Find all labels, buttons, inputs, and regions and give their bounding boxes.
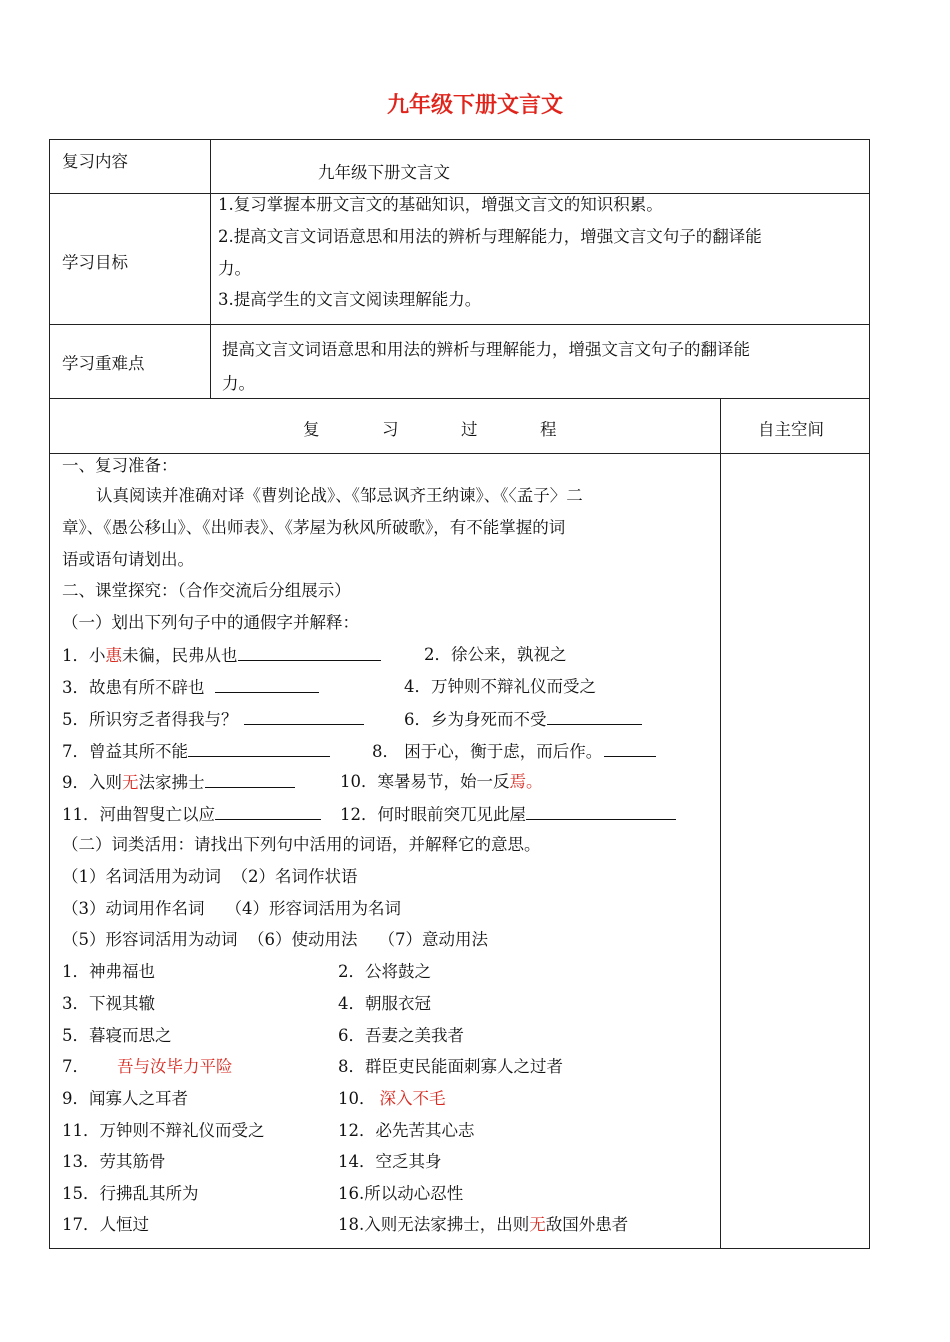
category-line: （3）动词用作名词 （4）形容词活用为名词 [62, 899, 401, 918]
space-header: 自主空间 [758, 420, 824, 439]
usage-item [338, 994, 431, 1014]
item-text: 公将鼓之 [365, 962, 431, 981]
row-divider [49, 193, 870, 194]
usage-item [62, 1215, 149, 1235]
goals-label: 学习目标 [62, 253, 128, 272]
key-line: 力。 [222, 374, 255, 393]
explore-heading: 二、课堂探究：（合作交流后分组展示） [62, 581, 351, 600]
highlight-char: 无 [122, 773, 139, 792]
usage-item [62, 962, 155, 982]
usage-item [338, 1089, 446, 1109]
tongjia-item-4: 4．万钟则不辩礼仪而受之 [404, 677, 596, 696]
usage-item [62, 1152, 166, 1172]
item-text: 7．曾益其所不能 [62, 742, 188, 761]
item-text: 群臣吏民能面刺寡人之过者 [365, 1057, 563, 1076]
prep-line: 章》、《愚公移山》、《出师表》、《茅屋为秋风所破歌》，有不能掌握的词 [62, 518, 566, 537]
row-divider [49, 324, 870, 325]
item-number: 15． [62, 1184, 100, 1203]
item-text: 万钟则不辩礼仪而受之 [99, 1121, 265, 1140]
item-text: 5．所识穷乏者得我与？ [62, 710, 238, 729]
item-number: 5． [62, 1026, 89, 1045]
row-divider [49, 453, 870, 454]
part2-heading: （二）词类活用：请找出下列句中活用的词语，并解释它的意思。 [62, 835, 541, 854]
usage-item [62, 994, 155, 1014]
item-text: 9．入则 [62, 773, 122, 792]
process-header: 复 习 过 程 [303, 420, 561, 439]
item-text: 吾妻之美我者 [365, 1026, 464, 1045]
item-text: 劳其筋骨 [99, 1152, 166, 1171]
category-line: （5）形容词活用为动词 （6）使动用法 （7）意动用法 [62, 930, 488, 949]
item-number: 3． [62, 994, 89, 1013]
item-text: 行拂乱其所为 [99, 1184, 199, 1203]
item-text: 10．寒暑易节，始一反 [340, 772, 510, 791]
prep-line: 认真阅读并准确对译《曹刿论战》、《邹忌讽齐王纳谏》、《〈孟子〉二 [96, 486, 583, 505]
item-number: 7． [62, 1057, 89, 1076]
item-text: 8． 困于心，衡于虑，而后作。 [372, 742, 603, 761]
answer-blank[interactable] [215, 677, 319, 693]
category-line: （1）名词活用为动词 （2）名词作状语 [62, 867, 358, 886]
item-text: 敌国外患者 [545, 1215, 629, 1234]
item-text: 下视其辙 [89, 994, 155, 1013]
tongjia-item-12 [340, 804, 676, 825]
item-text: 12．何时眼前突兀见此屋 [340, 805, 526, 824]
usage-item [338, 1184, 463, 1204]
key-line: 提高文言文词语意思和用法的辨析与理解能力，增强文言文句子的翻译能 [222, 340, 750, 359]
key-label: 学习重难点 [62, 354, 145, 373]
usage-item [62, 1057, 233, 1077]
tongjia-item-10 [340, 772, 543, 792]
table-border-left [49, 139, 50, 1249]
highlight-char: 无 [529, 1215, 546, 1234]
part1-heading: （一）划出下列句子中的通假字并解释： [62, 613, 359, 632]
item-number: 2． [338, 962, 365, 981]
item-text: 神弗福也 [89, 962, 155, 981]
table-border-top [49, 139, 870, 140]
item-text: 暮寝而思之 [89, 1026, 172, 1045]
highlight-char: 惠 [105, 646, 122, 665]
item-text: 必先苦其心志 [375, 1121, 475, 1140]
item-number: 14． [338, 1152, 376, 1171]
item-text: 1．小 [62, 646, 106, 665]
usage-item [338, 1121, 475, 1141]
usage-item [62, 1121, 265, 1141]
usage-item [62, 1089, 188, 1109]
usage-item [338, 1152, 442, 1172]
answer-blank[interactable] [547, 709, 642, 725]
tongjia-item-1 [62, 645, 381, 666]
item-text: 未徧，民弗从也 [122, 646, 238, 665]
tongjia-item-7 [62, 741, 330, 762]
usage-item [338, 1057, 563, 1077]
item-number: 8． [338, 1057, 365, 1076]
answer-blank[interactable] [205, 772, 295, 788]
usage-item [338, 962, 431, 982]
answer-blank[interactable] [604, 741, 656, 757]
item-number: 1． [62, 962, 89, 981]
item-number: 4． [338, 994, 365, 1013]
usage-item [338, 1026, 464, 1046]
answer-blank[interactable] [188, 741, 330, 757]
content-value: 九年级下册文言文 [318, 163, 450, 182]
column-divider [210, 139, 211, 399]
goal-line: 3.提高学生的文言文阅读理解能力。 [218, 290, 482, 309]
column-divider [720, 398, 721, 1249]
answer-blank[interactable] [238, 645, 381, 661]
item-text: 深入不毛 [379, 1089, 446, 1108]
page-title: 九年级下册文言文 [386, 93, 563, 118]
item-number: 6． [338, 1026, 365, 1045]
tongjia-item-2: 2．徐公来，孰视之 [424, 645, 567, 664]
usage-item [62, 1026, 172, 1046]
item-text: 所以动心忍性 [364, 1184, 464, 1203]
item-text: 11．河曲智叟亡以应 [62, 805, 215, 824]
goal-line: 2.提高文言文词语意思和用法的辨析与理解能力，增强文言文句子的翻译能 [218, 227, 762, 246]
tongjia-item-9 [62, 772, 295, 793]
table-border-right [869, 139, 870, 1249]
row-divider [49, 398, 870, 399]
item-text: 闻寡人之耳者 [89, 1089, 188, 1108]
answer-blank[interactable] [244, 709, 364, 725]
content-label: 复习内容 [62, 152, 128, 171]
item-number: 12． [338, 1121, 376, 1140]
item-text: 6．乡为身死而不受 [404, 710, 547, 729]
item-text: 人恒过 [99, 1215, 149, 1234]
item-text: 3．故患有所不辟也 [62, 678, 205, 697]
item-text: 朝服衣冠 [365, 994, 431, 1013]
item-number: 10． [338, 1089, 376, 1108]
highlight-char: 焉。 [509, 772, 543, 791]
tongjia-item-5 [62, 709, 364, 730]
goal-line: 1.复习掌握本册文言文的基础知识，增强文言文的知识积累。 [218, 195, 663, 214]
item-text: 18.入则无法家拂士，出则 [338, 1215, 530, 1234]
tongjia-item-6 [404, 709, 642, 730]
item-number: 13． [62, 1152, 100, 1171]
item-text: 空乏其身 [375, 1152, 442, 1171]
table-border-bottom [49, 1248, 870, 1249]
usage-item [62, 1184, 199, 1204]
answer-blank[interactable] [215, 804, 321, 820]
goal-line: 力。 [218, 259, 251, 278]
item-number: 9． [62, 1089, 89, 1108]
usage-item-18 [338, 1215, 628, 1235]
item-text: 吾与汝毕力平险 [117, 1057, 233, 1076]
prep-line: 语或语句请划出。 [62, 550, 194, 569]
item-number: 16. [338, 1184, 365, 1203]
tongjia-item-3 [62, 677, 319, 698]
answer-blank[interactable] [526, 804, 676, 820]
tongjia-item-11 [62, 804, 321, 825]
prep-heading: 一、复习准备： [62, 456, 178, 475]
tongjia-item-8 [372, 741, 656, 762]
item-text: 法家拂士 [138, 773, 205, 792]
item-number: 17． [62, 1215, 100, 1234]
item-number: 11． [62, 1121, 100, 1140]
